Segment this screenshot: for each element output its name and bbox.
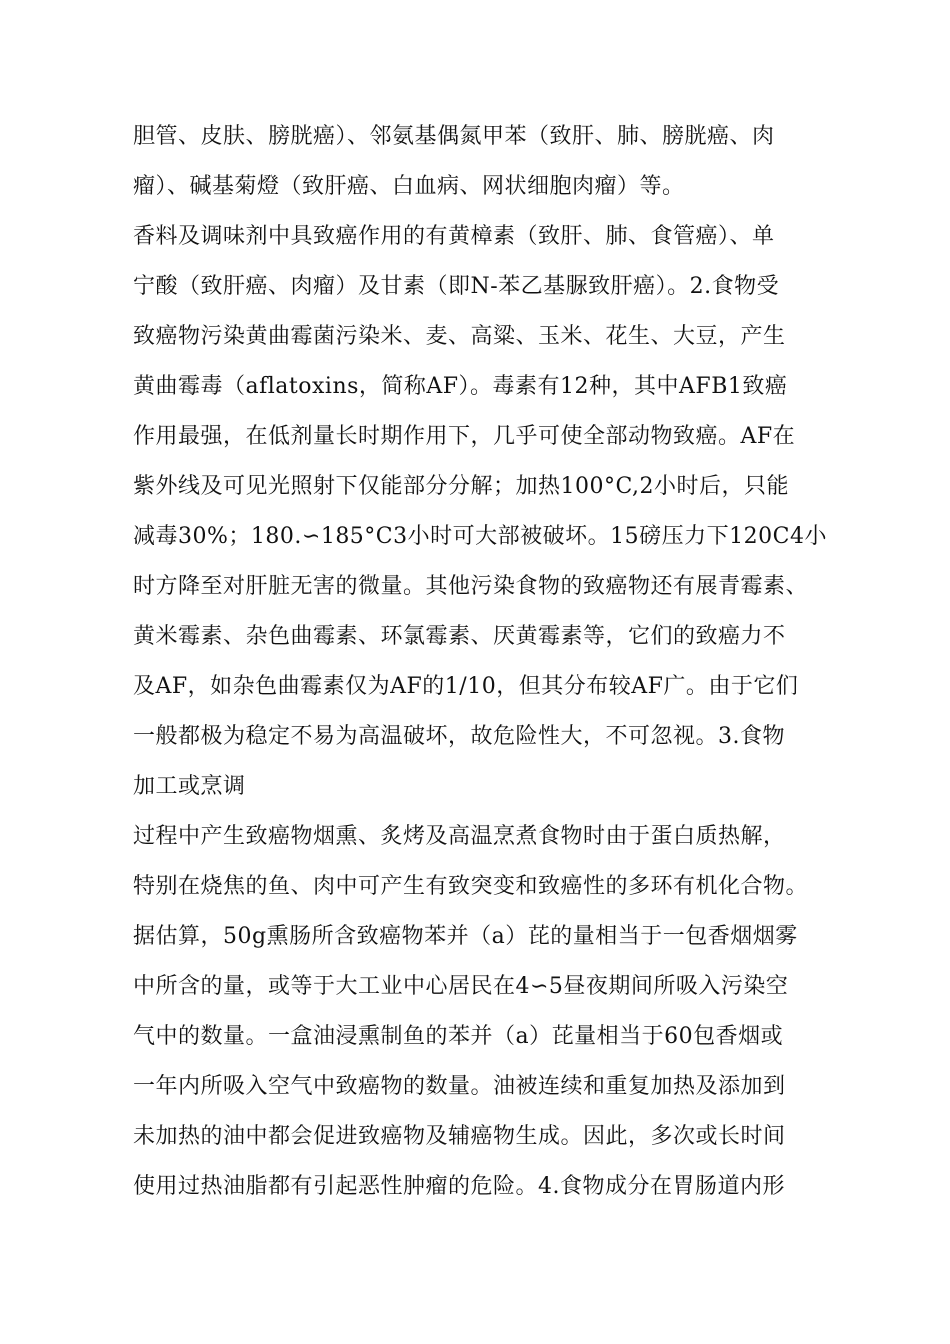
text-line: 黄曲霉毒（aflatoxins，简称AF）。毒素有12种，其中AFB1致癌	[133, 374, 788, 399]
text-line: 未加热的油中都会促进致癌物及辅癌物生成。因此，多次或长时间	[133, 1124, 786, 1149]
text-line: 中所含的量，或等于大工业中心居民在4∽5昼夜期间所吸入污染空	[133, 974, 789, 999]
text-line: 致癌物污染黄曲霉菌污染米、麦、高粱、玉米、花生、大豆，产生	[133, 324, 786, 349]
text-line: 特别在烧焦的鱼、肉中可产生有致突变和致癌性的多环有机化合物。	[133, 874, 809, 899]
text-line: 及AF，如杂色曲霉素仅为AF的1/10，但其分布较AF广。由于它们	[133, 674, 799, 699]
text-line: 香料及调味剂中具致癌作用的有黄樟素（致肝、肺、食管癌）、单	[133, 224, 775, 249]
text-line: 一般都极为稳定不易为高温破坏，故危险性大，不可忽视。3.食物	[133, 724, 785, 749]
text-line: 加工或烹调	[133, 774, 246, 799]
text-line: 过程中产生致癌物烟熏、炙烤及高温烹煮食物时由于蛋白质热解，	[133, 824, 786, 849]
text-line: 紫外线及可见光照射下仅能部分分解；加热100°C,2小时后，只能	[133, 474, 790, 499]
text-line: 作用最强，在低剂量长时期作用下，几乎可使全部动物致癌。AF在	[133, 424, 796, 449]
text-line: 减毒30%；180.∽185°C3小时可大部被破坏。15磅压力下120C4小	[133, 524, 827, 549]
text-line: 胆管、皮肤、膀胱癌）、邻氨基偶氮甲苯（致肝、肺、膀胱癌、肉	[133, 124, 775, 149]
document-body	[133, 112, 853, 1212]
text-line: 时方降至对肝脏无害的微量。其他污染食物的致癌物还有展青霉素、	[133, 574, 809, 599]
text-line: 宁酸（致肝癌、肉瘤）及甘素（即N-苯乙基脲致肝癌）。2.食物受	[133, 274, 780, 299]
text-line: 黄米霉素、杂色曲霉素、环氯霉素、厌黄霉素等，它们的致癌力不	[133, 624, 786, 649]
text-line: 使用过热油脂都有引起恶性肿瘤的危险。4.食物成分在胃肠道内形	[133, 1174, 785, 1199]
text-line: 据估算，50g熏肠所含致癌物苯并（a）芘的量相当于一包香烟烟雾	[133, 924, 798, 949]
text-line: 一年内所吸入空气中致癌物的数量。油被连续和重复加热及添加到	[133, 1074, 786, 1099]
text-line: 瘤）、碱基菊燈（致肝癌、白血病、网状细胞肉瘤）等。	[133, 174, 685, 199]
text-line: 气中的数量。一盒油浸熏制鱼的苯并（a）芘量相当于60包香烟或	[133, 1024, 784, 1049]
